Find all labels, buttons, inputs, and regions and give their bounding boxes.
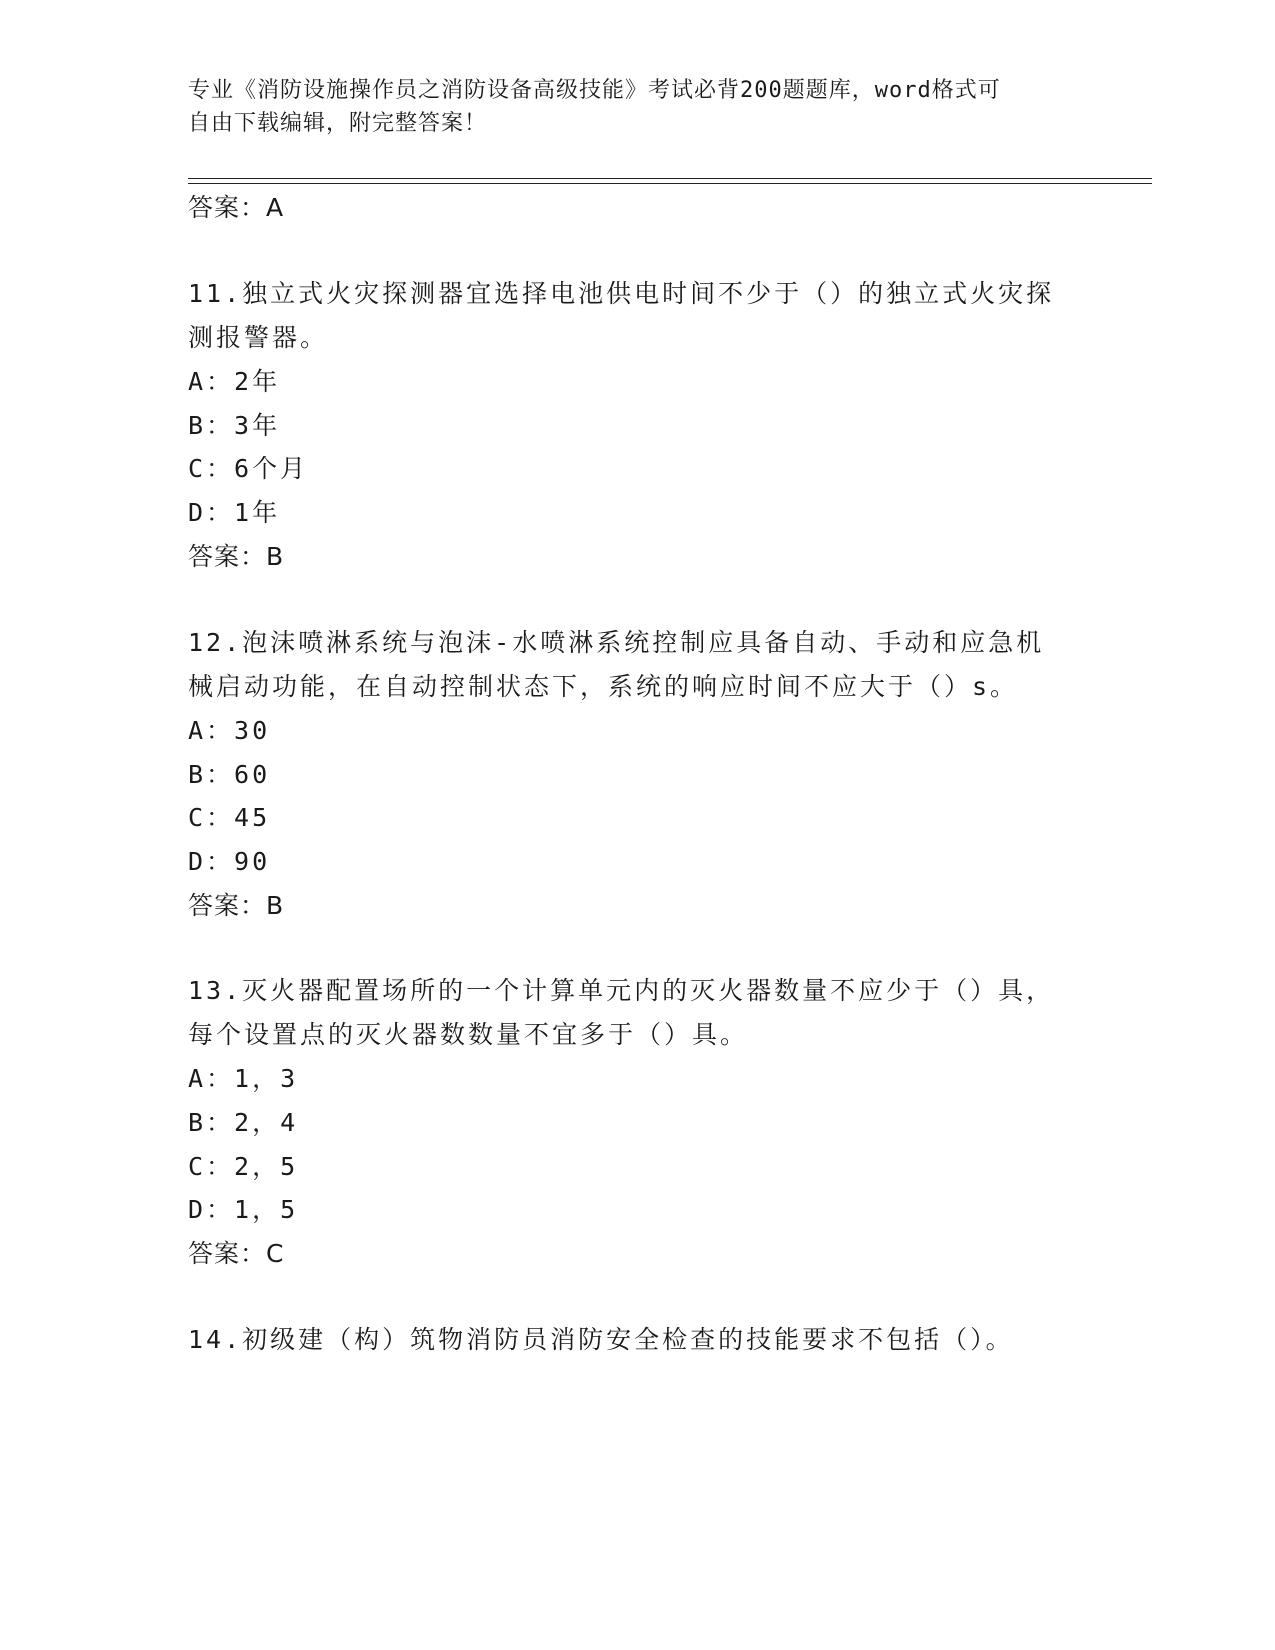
answer-prev: 答案：A: [188, 193, 285, 222]
question-11-stem-line-2: 测报警器。: [188, 323, 329, 352]
question-12-option-a: A：30: [188, 716, 271, 745]
question-11-option-c: C：6个月: [188, 454, 309, 483]
header-divider-bottom: [188, 183, 1152, 184]
question-12-option-d: D：90: [188, 847, 271, 876]
header-divider-top: [188, 178, 1152, 179]
question-13-option-d: D：1，5: [188, 1195, 299, 1224]
question-13-answer: 答案：C: [188, 1239, 285, 1268]
question-11-option-a: A：2年: [188, 367, 281, 396]
question-13-option-c: C：2，5: [188, 1152, 299, 1181]
question-12-stem-line-2: 械启动功能，在自动控制状态下，系统的响应时间不应大于（）s。: [188, 672, 1019, 701]
document-header: [188, 74, 1088, 140]
question-12-stem-line-1: 12.泡沫喷淋系统与泡沫-水喷淋系统控制应具备自动、手动和应急机: [188, 628, 1045, 657]
question-11-stem-line-1: 11.独立式火灾探测器宜选择电池供电时间不少于（）的独立式火灾探: [188, 279, 1055, 308]
question-14-stem-line-1: 14.初级建（构）筑物消防员消防安全检查的技能要求不包括（）。: [188, 1325, 1014, 1354]
question-13-option-a: A：1，3: [188, 1064, 299, 1093]
question-13-stem-line-2: 每个设置点的灭火器数数量不宜多于（）具。: [188, 1020, 749, 1049]
question-13-stem-line-1: 13.灭火器配置场所的一个计算单元内的灭火器数量不应少于（）具，: [188, 976, 1055, 1005]
question-12-answer: 答案：B: [188, 891, 285, 920]
header-line-1: 专业《消防设施操作员之消防设备高级技能》考试必背200题题库，word格式可: [188, 78, 1001, 103]
header-line-2: 自由下载编辑，附完整答案！: [188, 111, 488, 136]
question-11-option-b: B：3年: [188, 411, 281, 440]
question-12-option-b: B：60: [188, 760, 271, 789]
question-12-option-c: C：45: [188, 803, 271, 832]
question-13-option-b: B：2，4: [188, 1108, 299, 1137]
question-11-answer: 答案：B: [188, 542, 285, 571]
question-11-option-d: D：1年: [188, 498, 281, 527]
